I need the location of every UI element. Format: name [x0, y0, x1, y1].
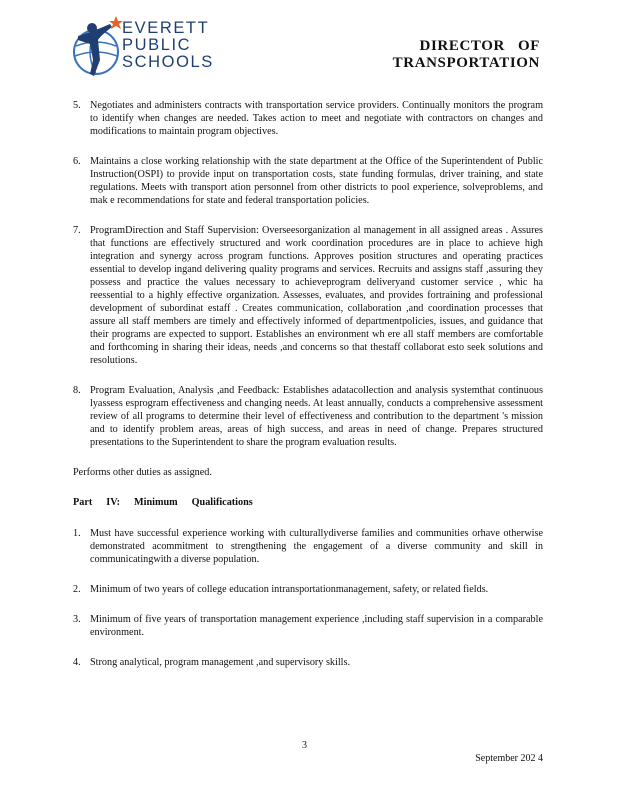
item-text: Program Evaluation, Analysis ,and Feedback: Establishes adatacollection and analysis systemthat continuous lyassess esprogram effectiveness and changing needs. At least annually, conducts a comprehensive assessment review of all programs to determine their level of effectiveness and contribution to the department 's mission and to identify problem areas, areas of high success, and areas in need of change. Prepares structured presentations to the Superintendent to share the program evaluation results.	[90, 385, 543, 448]
item-text: Negotiates and administers contracts with transportation service providers. Continually monitors the program to identify when changes are needed. Takes action to meet and negotiate with contractors on changes and modifications to maintain program objectives.	[90, 100, 543, 137]
item-number: 8.	[73, 385, 81, 396]
item-number: 1.	[73, 528, 81, 539]
item-text: Minimum of five years of transportation management experience ,including staff supervision in a comparable environment.	[90, 614, 543, 638]
list-item	[73, 656, 543, 669]
item-text: Minimum of two years of college education intransportationmanagement, safety, or related fields.	[90, 584, 489, 595]
item-text: ProgramDirection and Staff Supervision: Overseesorganization al management in all assigned areas . Assures that functions are effectively structured and work coordination procedures are in place to achieve high integration and synergy across program functions. Approves position structures and operating practices essential to develop ingand delivering quality programs and services. Recruits and assigns staff ,assuring they possess and practice the values necessary to achieveprogram deliveryand customer service , whic ha reessential to a highly effective organization. Assesses, evaluates, and provides fortraining and professional development of subordinat estaff . Creates communication, collaboration ,and coordination processes that assure all staff members are timely and effectively informed of departmentpolicies, issues, and guidance that their programs are expected to support. Establishes an environment wh ere all staff members are comfortable and forthcoming in sharing their ideas, needs ,and concerns so that thestaff collaborat esto seek solutions and resolutions.	[90, 225, 543, 366]
heading-part: Part	[73, 497, 93, 508]
person-globe-star-logo-icon	[70, 14, 126, 78]
logo-text-line2: PUBLIC	[122, 36, 192, 54]
document-body	[73, 99, 543, 686]
list-item	[73, 527, 543, 566]
item-number: 3.	[73, 614, 81, 625]
list-item	[73, 384, 543, 449]
list-item	[73, 155, 543, 207]
page-number: 3	[302, 740, 307, 751]
section-heading	[73, 496, 543, 509]
title-line1: DIRECTOR OF	[419, 38, 540, 54]
title-line2: TRANSPORTATION	[392, 55, 540, 71]
qualifications-list	[73, 527, 543, 669]
item-number: 6.	[73, 156, 81, 167]
item-text: Strong analytical, program management ,and supervisory skills.	[90, 657, 351, 668]
logo-text-line3: SCHOOLS	[122, 53, 214, 71]
item-number: 4.	[73, 657, 81, 668]
other-duties: Performs other duties as assigned.	[73, 467, 212, 478]
list-item	[73, 583, 543, 596]
heading-word1: Minimum	[134, 497, 178, 508]
heading-word2: Qualifications	[191, 497, 253, 508]
list-item	[73, 613, 543, 639]
item-number: 2.	[73, 584, 81, 595]
list-item	[73, 99, 543, 138]
item-number: 5.	[73, 100, 81, 111]
item-text: Must have successful experience working with culturallydiverse families and communities orhave otherwise demonstrated acommitment to strengthening the engagement of a diverse community and skill in communicatingwith a diverse population.	[90, 528, 543, 565]
list-item	[73, 224, 543, 367]
footer-date: September 202 4	[475, 753, 543, 764]
item-text: Maintains a close working relationship with the state department at the Office of the Superintendent of Public Instruction(OSPI) to provide input on transportation costs, state funding formulas, driver training, and state regulations. Meets with transport ation personnel from other districts to pool experience, solveproblems, and mak e recommendations for state and federal transportation policies.	[90, 156, 543, 206]
item-number: 7.	[73, 225, 81, 236]
heading-numeral: IV:	[106, 497, 121, 508]
district-logo	[70, 14, 240, 84]
page-title	[393, 38, 540, 72]
duties-list	[73, 99, 543, 449]
logo-text-line1: EVERETT	[122, 19, 210, 37]
